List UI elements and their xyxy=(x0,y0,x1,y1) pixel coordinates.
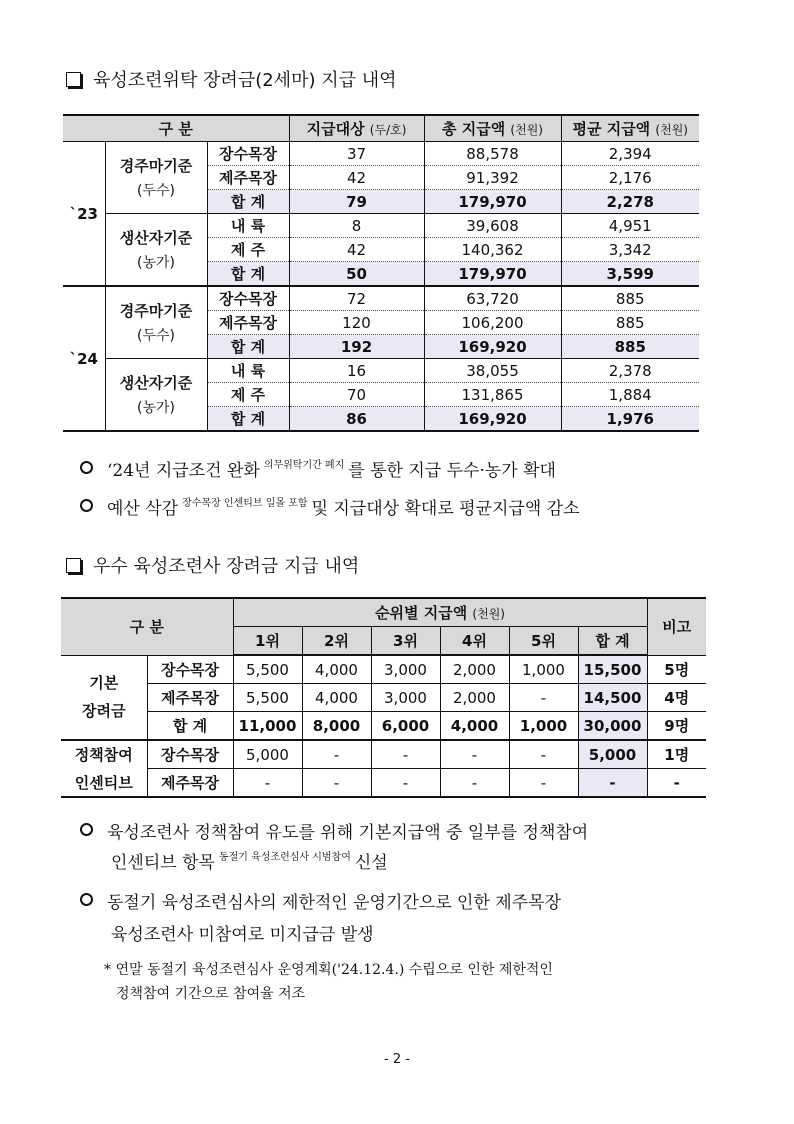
row-label: 장수목장 xyxy=(147,740,233,769)
average-value: 2,378 xyxy=(561,359,699,383)
total-value: 91,392 xyxy=(424,166,561,190)
checkbox-square-icon xyxy=(66,72,81,87)
table-row xyxy=(61,769,706,798)
circle-bullet-icon xyxy=(80,893,93,906)
rank-value: - xyxy=(371,740,440,769)
header-rank-2: 2위 xyxy=(302,627,371,656)
note-value: 9명 xyxy=(647,712,706,741)
note-value: 4명 xyxy=(647,684,706,712)
bullet-item: 예산 삭감 장수목장 인센티브 일몰 포함 및 지급대상 확대로 평균지급액 감소 xyxy=(80,494,580,519)
bullet-item: ‘24년 지급조건 완화 의무위탁기간 폐지 를 통한 지급 두수·농가 확대 xyxy=(80,456,556,481)
rank-value: - xyxy=(509,684,578,712)
average-value: 1,884 xyxy=(561,383,699,407)
row-label: 제주목장 xyxy=(207,311,289,335)
table-header-row xyxy=(61,598,706,627)
section1-title: 육성조련위탁 장려금(2세마) 지급 내역 xyxy=(93,70,397,91)
row-label: 내 륙 xyxy=(207,214,289,238)
total-value: 179,970 xyxy=(424,190,561,214)
note-value: - xyxy=(647,769,706,798)
header-rank-group: 순위별 지급액 (천원) xyxy=(233,598,647,627)
group-cell: 경주마기준 (두수) xyxy=(105,142,207,214)
allowance-table xyxy=(63,114,699,432)
recipients-value: 79 xyxy=(289,190,424,214)
rank-value: 5,000 xyxy=(233,740,302,769)
header-average: 평균 지급액 (천원) xyxy=(561,115,699,142)
header-recipients: 지급대상 (두/호) xyxy=(289,115,424,142)
recipients-value: 16 xyxy=(289,359,424,383)
recipients-value: 37 xyxy=(289,142,424,166)
footnote-line2: 정책참여 기간으로 참여율 저조 xyxy=(116,986,306,1002)
row-label: 합 계 xyxy=(207,262,289,287)
page-number: - 2 - xyxy=(384,1052,410,1067)
year-cell: `24 xyxy=(63,286,105,431)
recipients-value: 70 xyxy=(289,383,424,407)
average-value: 885 xyxy=(561,311,699,335)
section2-heading xyxy=(66,552,359,578)
rank-value: 4,000 xyxy=(302,655,371,684)
rank-value: 4,000 xyxy=(302,684,371,712)
rank-value: - xyxy=(440,769,509,798)
table-row xyxy=(63,359,699,383)
row-label: 합 계 xyxy=(207,335,289,359)
total-value: 140,362 xyxy=(424,238,561,262)
total-value: 179,970 xyxy=(424,262,561,287)
header-sum: 합 계 xyxy=(578,627,647,656)
sum-value: 30,000 xyxy=(578,712,647,741)
rank-value: - xyxy=(302,769,371,798)
row-label: 장수목장 xyxy=(147,655,233,684)
header-rank-4: 4위 xyxy=(440,627,509,656)
table-row xyxy=(61,655,706,684)
circle-bullet-icon xyxy=(80,461,93,474)
rank-value: 3,000 xyxy=(371,684,440,712)
note-value: 1명 xyxy=(647,740,706,769)
rank-value: 11,000 xyxy=(233,712,302,741)
average-value: 2,176 xyxy=(561,166,699,190)
total-value: 88,578 xyxy=(424,142,561,166)
table-row xyxy=(61,684,706,712)
header-note: 비고 xyxy=(647,598,706,655)
row-label: 내 륙 xyxy=(207,359,289,383)
total-row xyxy=(61,712,706,741)
circle-bullet-icon xyxy=(80,823,93,836)
recipients-value: 72 xyxy=(289,286,424,311)
header-category: 구 분 xyxy=(61,598,233,655)
sum-value: - xyxy=(578,769,647,798)
bullet-item: 동절기 육성조련심사의 제한적인 운영기간으로 인한 제주목장 xyxy=(80,888,561,913)
rank-value: 2,000 xyxy=(440,655,509,684)
circle-bullet-icon xyxy=(80,499,93,512)
rank-value: - xyxy=(302,740,371,769)
recipients-value: 86 xyxy=(289,407,424,432)
row-label: 제주목장 xyxy=(207,166,289,190)
sum-value: 14,500 xyxy=(578,684,647,712)
average-value: 1,976 xyxy=(561,407,699,432)
footnote xyxy=(104,958,553,1006)
rank-value: 6,000 xyxy=(371,712,440,741)
rank-value: 3,000 xyxy=(371,655,440,684)
row-label: 장수목장 xyxy=(207,286,289,311)
checkbox-square-icon xyxy=(66,558,81,573)
total-value: 169,920 xyxy=(424,407,561,432)
recipients-value: 50 xyxy=(289,262,424,287)
total-value: 106,200 xyxy=(424,311,561,335)
recipients-value: 192 xyxy=(289,335,424,359)
year-cell: `23 xyxy=(63,142,105,287)
rank-value: - xyxy=(509,769,578,798)
section2-title: 우수 육성조련사 장려금 지급 내역 xyxy=(93,556,360,577)
footnote-line1: * 연말 동절기 육성조련심사 운영계획('24.12.4.) 수립으로 인한 제한적인 xyxy=(104,962,553,978)
header-total: 총 지급액 (천원) xyxy=(424,115,561,142)
section1-heading xyxy=(66,66,396,92)
bullet-continuation: 인센티브 항목 동절기 육성조련심사 시범참여 신설 xyxy=(111,852,388,873)
average-value: 885 xyxy=(561,335,699,359)
row-label: 제주목장 xyxy=(147,684,233,712)
rank-value: 4,000 xyxy=(440,712,509,741)
rank-value: - xyxy=(440,740,509,769)
bullet-continuation: 육성조련사 미참여로 미지급금 발생 xyxy=(111,925,374,945)
row-label: 합 계 xyxy=(147,712,233,741)
note-value: 5명 xyxy=(647,655,706,684)
row-label: 제주목장 xyxy=(147,769,233,798)
average-value: 2,278 xyxy=(561,190,699,214)
row-label: 합 계 xyxy=(207,407,289,432)
recipients-value: 42 xyxy=(289,238,424,262)
row-label: 제 주 xyxy=(207,383,289,407)
average-value: 4,951 xyxy=(561,214,699,238)
rank-value: 1,000 xyxy=(509,712,578,741)
trainer-incentive-table xyxy=(61,597,706,798)
rank-value: 8,000 xyxy=(302,712,371,741)
rank-value: 5,500 xyxy=(233,684,302,712)
header-rank-1: 1위 xyxy=(233,627,302,656)
table-row xyxy=(63,214,699,238)
total-value: 169,920 xyxy=(424,335,561,359)
rank-value: - xyxy=(233,769,302,798)
table-row xyxy=(63,286,699,311)
sum-value: 5,000 xyxy=(578,740,647,769)
average-value: 2,394 xyxy=(561,142,699,166)
recipients-value: 8 xyxy=(289,214,424,238)
recipients-value: 120 xyxy=(289,311,424,335)
row-label: 합 계 xyxy=(207,190,289,214)
total-value: 131,865 xyxy=(424,383,561,407)
sum-value: 15,500 xyxy=(578,655,647,684)
group-cell: 생산자기준 (농가) xyxy=(105,359,207,432)
average-value: 3,599 xyxy=(561,262,699,287)
average-value: 3,342 xyxy=(561,238,699,262)
average-value: 885 xyxy=(561,286,699,311)
rank-value: 2,000 xyxy=(440,684,509,712)
bullet-item: 육성조련사 정책참여 유도를 위해 기본지급액 중 일부를 정책참여 xyxy=(80,818,588,843)
table-header-row xyxy=(63,115,699,142)
recipients-value: 42 xyxy=(289,166,424,190)
total-value: 63,720 xyxy=(424,286,561,311)
header-category: 구 분 xyxy=(63,115,289,142)
row-label: 제 주 xyxy=(207,238,289,262)
group-cell: 경주마기준 (두수) xyxy=(105,286,207,359)
row-label: 장수목장 xyxy=(207,142,289,166)
group-cell: 기본 장려금 xyxy=(61,655,147,740)
rank-value: - xyxy=(371,769,440,798)
table-row xyxy=(63,142,699,166)
total-value: 38,055 xyxy=(424,359,561,383)
header-rank-5: 5위 xyxy=(509,627,578,656)
group-cell-line1: 정책참여 xyxy=(61,740,147,769)
total-value: 39,608 xyxy=(424,214,561,238)
rank-value: 5,500 xyxy=(233,655,302,684)
header-rank-3: 3위 xyxy=(371,627,440,656)
table-row xyxy=(61,740,706,769)
group-cell-line2: 인센티브 xyxy=(61,769,147,798)
rank-value: 1,000 xyxy=(509,655,578,684)
rank-value: - xyxy=(509,740,578,769)
group-cell: 생산자기준 (농가) xyxy=(105,214,207,287)
